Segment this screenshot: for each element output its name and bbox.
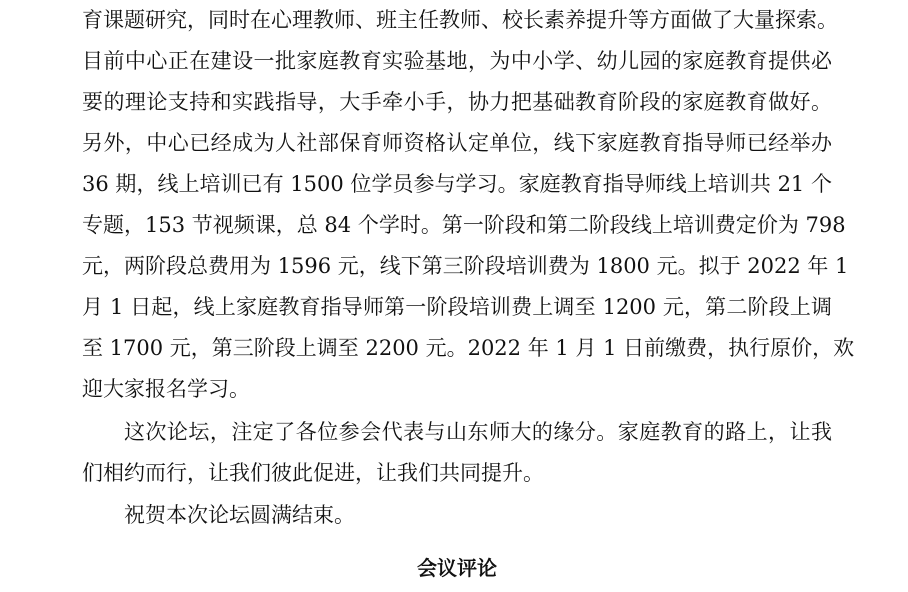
text-line: 这次论坛，注定了各位参会代表与山东师大的缘分。家庭教育的路上，让我 [124, 420, 832, 444]
section-heading: 会议评论 [417, 556, 497, 580]
text-line: 目前中心正在建设一批家庭教育实验基地，为中小学、幼儿园的家庭教育提供必 [82, 49, 832, 73]
text-line: 36 期，线上培训已有 1500 位学员参与学习。家庭教育指导师线上培训共 21 个 [82, 172, 832, 196]
text-line: 至 1700 元，第三阶段上调至 2200 元。2022 年 1 月 1 日前缴费，执行原价，欢 [82, 336, 855, 360]
text-line: 们相约而行，让我们彼此促进，让我们共同提升。 [82, 461, 544, 485]
text-line: 育课题研究，同时在心理教师、班主任教师、校长素养提升等方面做了大量探索。 [82, 8, 838, 32]
text-line: 另外，中心已经成为人社部保育师资格认定单位，线下家庭教育指导师已经举办 [82, 131, 832, 155]
text-line: 元，两阶段总费用为 1596 元，线下第三阶段培训费为 1800 元。拟于 2022 年 1 [82, 254, 849, 278]
text-line: 祝贺本次论坛圆满结束。 [124, 503, 355, 527]
text-line: 要的理论支持和实践指导，大手牵小手，协力把基础教育阶段的家庭教育做好。 [82, 90, 832, 114]
text-line: 月 1 日起，线上家庭教育指导师第一阶段培训费上调至 1200 元，第二阶段上调 [82, 295, 832, 319]
text-line: 专题，153 节视频课，总 84 个学时。第一阶段和第二阶段线上培训费定价为 798 [82, 213, 846, 237]
text-line: 迎大家报名学习。 [82, 377, 250, 401]
